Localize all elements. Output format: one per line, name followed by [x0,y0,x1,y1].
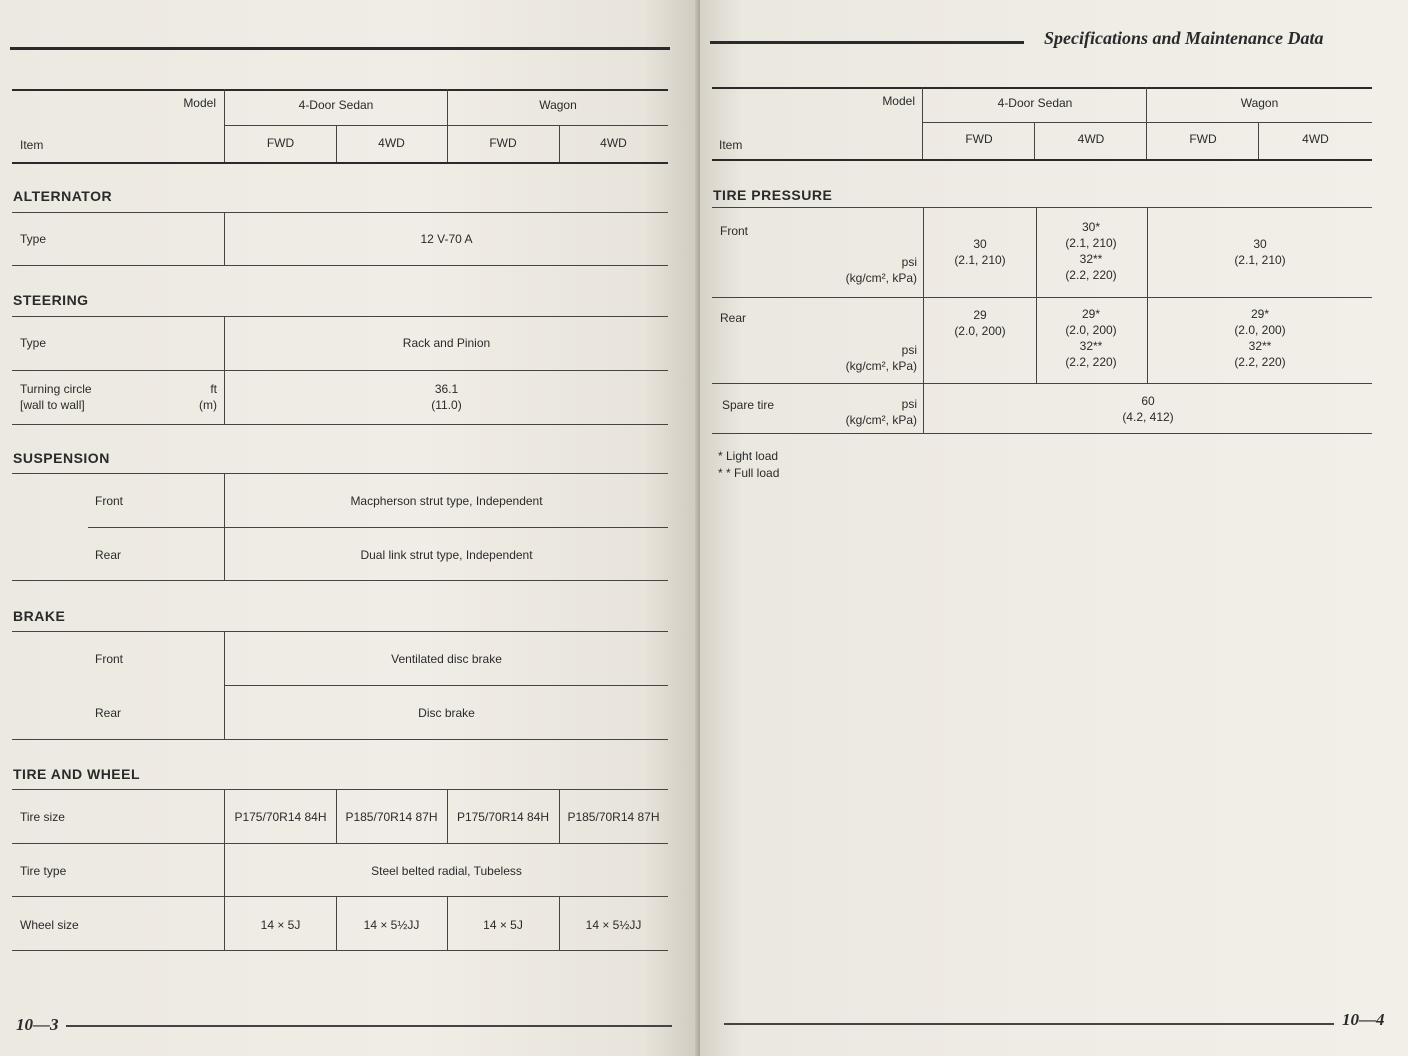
r-header-wagon: Wagon [1240,96,1279,110]
wheel-size-sedan-4wd: 14 × 5½JJ [363,918,420,932]
tire-size-wagon-fwd: P175/70R14 84H [456,810,550,824]
right-page [700,0,1408,1056]
wheel-size-sedan-fwd: 14 × 5J [260,918,301,932]
tire-size-sedan-4wd: P185/70R14 87H [345,810,438,824]
r-header-wagon-fwd: FWD [1189,132,1217,146]
alternator-type-label: Type [20,232,47,246]
r-header-wagon-4wd: 4WD [1302,132,1329,146]
steering-type-label: Type [20,336,47,350]
front-pressure-label: Front [720,224,749,238]
brake-front-value: Ventilated disc brake [391,652,502,666]
header-sedan-4wd: 4WD [378,136,405,150]
page-number-right: 10—4 [1342,1010,1385,1029]
tire-size-label: Tire size [20,810,65,824]
alternator-type-value: 12 V-70 A [420,232,473,246]
page-number-left: 10—3 [16,1015,59,1034]
footer-rule-left [66,1025,672,1027]
wheel-size-label: Wheel size [20,918,79,932]
spare-psi-unit: psi [901,397,917,411]
r-header-sedan: 4-Door Sedan [997,96,1073,110]
header-sedan-fwd: FWD [266,136,295,150]
note-light-load: * Light load [718,449,779,463]
header-rule [10,47,670,50]
front-sedan-fwd-value: 30 (2.1, 210) [954,237,1006,267]
alternator-title: ALTERNATOR [13,188,113,204]
rear-sedan-fwd-value: 29 (2.0, 200) [954,308,1006,338]
table-header-bottom-rule [12,162,668,164]
wheel-size-wagon-4wd: 14 × 5½JJ [585,918,642,932]
rear-pressure-label: Rear [720,311,747,325]
suspension-title: SUSPENSION [13,450,110,466]
header-sedan: 4-Door Sedan [298,98,374,112]
spare-kpa-unit: (kg/cm², kPa) [845,413,917,427]
turning-label-1: Turning circle [20,382,92,396]
turning-value-m: (11.0) [431,398,462,412]
brake-front-label: Front [95,652,124,666]
r-header-sedan-4wd: 4WD [1077,132,1105,146]
steering-title: STEERING [13,292,89,308]
suspension-rear-value: Dual link strut type, Independent [360,548,533,562]
r-header-sedan-fwd: FWD [965,132,993,146]
tire-size-sedan-fwd: P175/70R14 84H [234,810,327,824]
left-page [0,0,700,1056]
tire-type-value: Steel belted radial, Tubeless [371,864,522,878]
front-sedan-4wd-value: 30* (2.1, 210) 32** (2.2, 220) [1065,220,1117,282]
r-header-model: Model [882,94,915,108]
wheel-size-wagon-fwd: 14 × 5J [483,918,523,932]
header-model: Model [183,96,216,110]
brake-rear-value: Disc brake [418,706,475,720]
note-full-load: * * Full load [718,466,780,480]
brake-title: BRAKE [13,608,66,624]
tire-pressure-title: TIRE PRESSURE [713,187,833,203]
steering-type-value: Rack and Pinion [402,336,491,350]
turning-unit-m: (m) [199,398,217,412]
rear-psi-unit: psi [901,343,917,357]
tire-size-wagon-4wd: P185/70R14 87H [567,810,660,824]
rear-sedan-4wd-value: 29* (2.0, 200) 32** (2.2, 220) [1065,307,1117,369]
header-item: Item [20,138,44,152]
spare-tire-value: 60 (4.2, 412) [1122,394,1174,424]
r-header-item: Item [719,138,743,152]
spare-tire-label: Spare tire [722,398,775,412]
turning-value-ft: 36.1 [434,382,459,396]
table-top-rule [12,89,668,91]
suspension-rear-label: Rear [95,548,122,562]
suspension-front-value: Macpherson strut type, Independent [350,494,543,508]
header-wagon: Wagon [539,98,577,112]
turning-label-2: [wall to wall] [20,398,85,412]
front-wagon-value: 30 (2.1, 210) [1234,237,1286,267]
page-header-title: Specifications and Maintenance Data [1044,28,1324,48]
header-wagon-4wd: 4WD [600,136,627,150]
header-wagon-fwd: FWD [489,136,517,150]
tire-type-label: Tire type [20,864,67,878]
footer-rule-right [724,1023,1334,1025]
front-psi-unit: psi [901,255,917,269]
rear-kpa-unit: (kg/cm², kPa) [845,359,917,373]
brake-rear-label: Rear [95,706,122,720]
rear-wagon-value: 29* (2.0, 200) 32** (2.2, 220) [1234,307,1286,369]
front-kpa-unit: (kg/cm², kPa) [845,271,917,285]
turning-unit-ft: ft [210,382,217,396]
tire-wheel-title: TIRE AND WHEEL [13,766,141,782]
suspension-front-label: Front [95,494,124,508]
header-rule-right [710,41,1024,44]
